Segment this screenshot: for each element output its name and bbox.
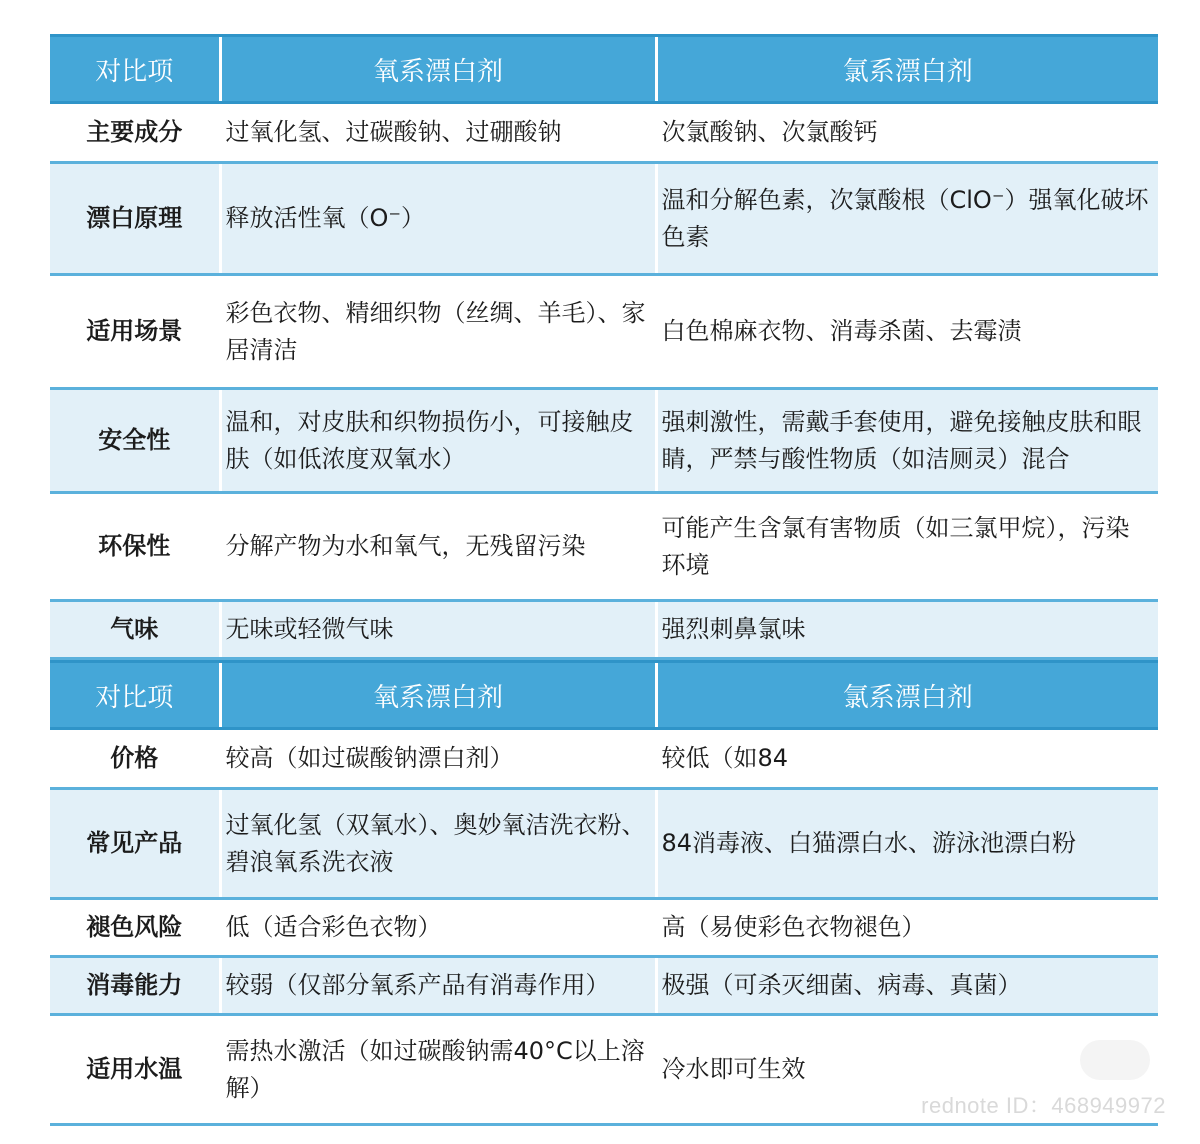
chlorine-cell: 极强（可杀灭细菌、病毒、真菌） xyxy=(656,957,1158,1015)
row-label: 褪色风险 xyxy=(50,899,220,957)
table-row xyxy=(50,789,1158,899)
row-label: 漂白原理 xyxy=(50,163,220,275)
table-header-row xyxy=(50,36,1158,103)
row-label: 适用场景 xyxy=(50,275,220,389)
chlorine-cell: 白色棉麻衣物、消毒杀菌、去霉渍 xyxy=(656,275,1158,389)
table-row xyxy=(50,729,1158,789)
oxygen-cell: 分解产物为水和氧气，无残留污染 xyxy=(220,493,656,601)
oxygen-cell: 释放活性氧（O⁻） xyxy=(220,163,656,275)
watermark-badge xyxy=(1080,1040,1150,1080)
chlorine-cell: 温和分解色素，次氯酸根（ClO⁻）强氧化破坏色素 xyxy=(656,163,1158,275)
chlorine-cell: 可能产生含氯有害物质（如三氯甲烷），污染环境 xyxy=(656,493,1158,601)
header-oxygen-bleach: 氧系漂白剂 xyxy=(220,662,656,729)
row-label: 常见产品 xyxy=(50,789,220,899)
table-row xyxy=(50,957,1158,1015)
table-row xyxy=(50,899,1158,957)
row-label: 适用水温 xyxy=(50,1015,220,1125)
table-header-row xyxy=(50,662,1158,729)
oxygen-cell: 需热水激活（如过碳酸钠需40°C以上溶解） xyxy=(220,1015,656,1125)
row-label: 环保性 xyxy=(50,493,220,601)
header-chlorine-bleach: 氯系漂白剂 xyxy=(656,662,1158,729)
chlorine-cell: 冷水即可生效 xyxy=(656,1015,1158,1125)
comparison-sheet xyxy=(50,34,1158,1126)
chlorine-cell: 84消毒液、白猫漂白水、游泳池漂白粉 xyxy=(656,789,1158,899)
row-label: 主要成分 xyxy=(50,103,220,163)
oxygen-cell: 低（适合彩色衣物） xyxy=(220,899,656,957)
table-row xyxy=(50,103,1158,163)
oxygen-cell: 彩色衣物、精细织物（丝绸、羊毛）、家居清洁 xyxy=(220,275,656,389)
row-label: 气味 xyxy=(50,601,220,659)
table-row xyxy=(50,275,1158,389)
chlorine-cell: 高（易使彩色衣物褪色） xyxy=(656,899,1158,957)
oxygen-cell: 无味或轻微气味 xyxy=(220,601,656,659)
chlorine-cell: 次氯酸钠、次氯酸钙 xyxy=(656,103,1158,163)
watermark-text: rednote ID：468949972 xyxy=(921,1093,1166,1118)
header-chlorine-bleach: 氯系漂白剂 xyxy=(656,36,1158,103)
oxygen-cell: 较高（如过碳酸钠漂白剂） xyxy=(220,729,656,789)
header-item: 对比项 xyxy=(50,662,220,729)
header-oxygen-bleach: 氧系漂白剂 xyxy=(220,36,656,103)
oxygen-cell: 较弱（仅部分氧系产品有消毒作用） xyxy=(220,957,656,1015)
oxygen-cell: 过氧化氢、过碳酸钠、过硼酸钠 xyxy=(220,103,656,163)
chlorine-cell: 较低（如84 xyxy=(656,729,1158,789)
row-label: 安全性 xyxy=(50,389,220,493)
comparison-table-1 xyxy=(50,34,1158,660)
chlorine-cell: 强烈刺鼻氯味 xyxy=(656,601,1158,659)
chlorine-cell: 强刺激性，需戴手套使用，避免接触皮肤和眼睛，严禁与酸性物质（如洁厕灵）混合 xyxy=(656,389,1158,493)
table-row xyxy=(50,493,1158,601)
header-item: 对比项 xyxy=(50,36,220,103)
oxygen-cell: 温和，对皮肤和织物损伤小，可接触皮肤（如低浓度双氧水） xyxy=(220,389,656,493)
comparison-table-2 xyxy=(50,660,1158,1126)
table-row xyxy=(50,163,1158,275)
oxygen-cell: 过氧化氢（双氧水）、奥妙氧洁洗衣粉、碧浪氧系洗衣液 xyxy=(220,789,656,899)
table-row xyxy=(50,389,1158,493)
table-row xyxy=(50,601,1158,659)
row-label: 消毒能力 xyxy=(50,957,220,1015)
row-label: 价格 xyxy=(50,729,220,789)
